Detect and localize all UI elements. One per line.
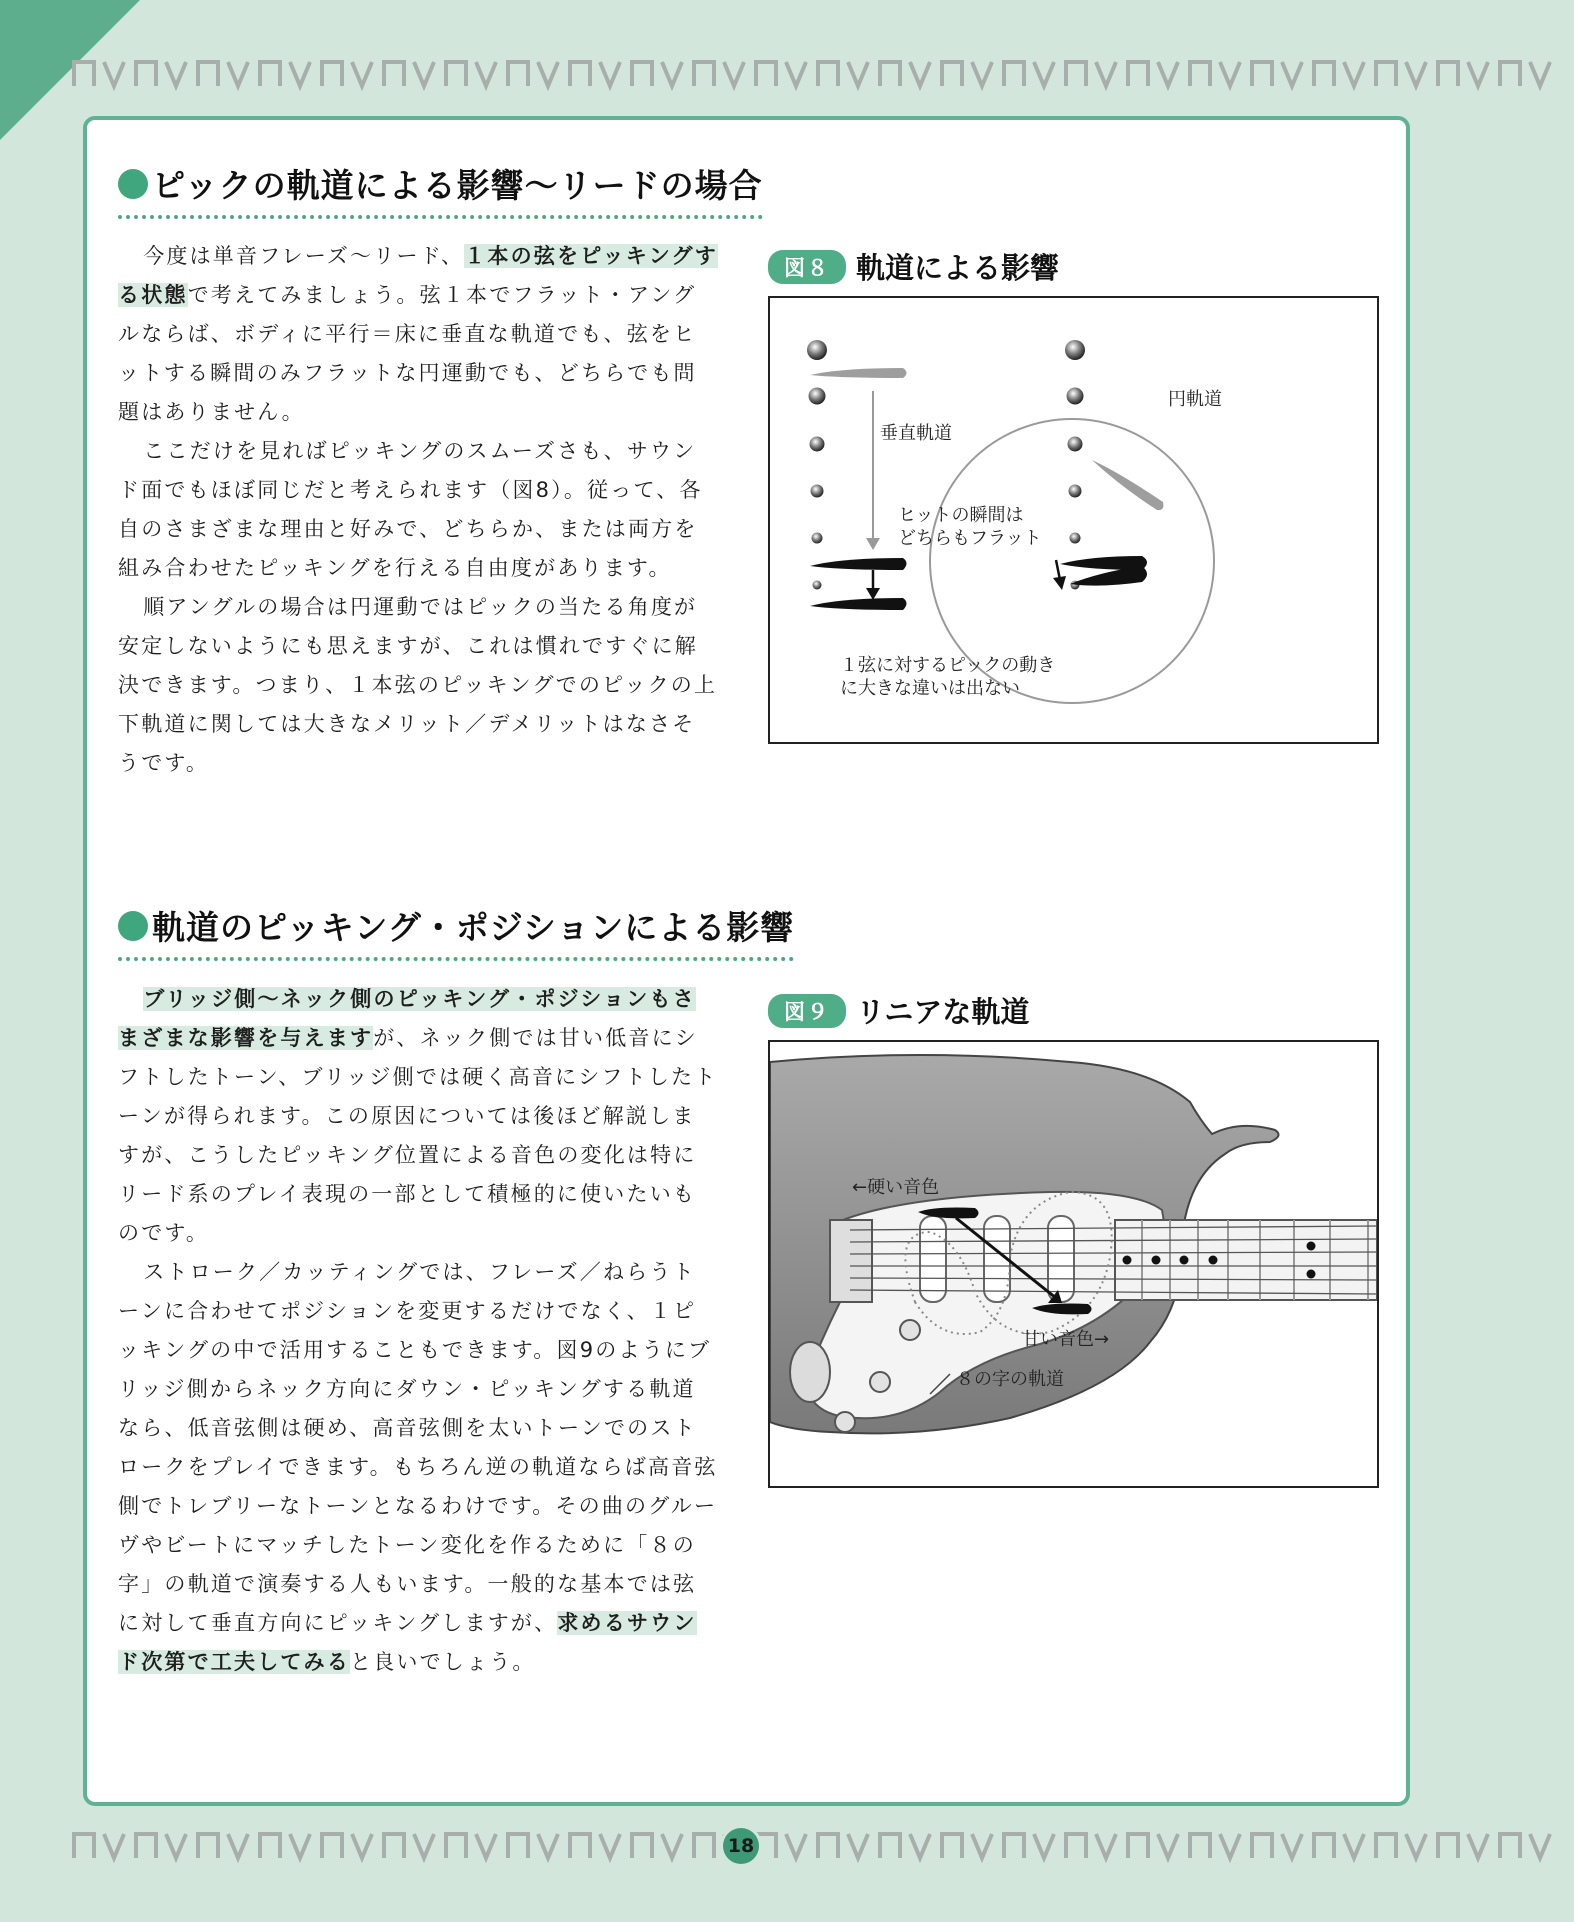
figure-title-text: リニアな軌道	[856, 995, 1030, 1029]
figure9-diagram	[768, 1040, 1379, 1488]
bullet-icon	[118, 169, 148, 199]
position-body-text	[118, 980, 718, 1682]
pick-hit-shape	[810, 558, 907, 570]
label-hit: ヒットの瞬間は どちらもフラット	[898, 505, 1042, 549]
pick-start-shape	[810, 368, 907, 378]
pick-tilted-shape	[1092, 460, 1163, 510]
highlighted-text: １本の弦をピッキングする状態	[118, 244, 718, 307]
pick-end-shape	[810, 598, 907, 610]
figure-badge: 図９	[768, 994, 846, 1028]
guitar-illustration	[770, 1042, 1377, 1486]
page-number: 18	[723, 1828, 759, 1864]
highlighted-text: ブリッジ側～ネック側のピッキング・ポジションもさまざまな影響を与えます	[118, 987, 696, 1050]
label-figure8-trajectory: ８の字の軌道	[956, 1369, 1064, 1390]
paragraph: 今度は単音フレーズ～リード、１本の弦をピッキングする状態で考えてみましょう。弦１本でフラット・アングルならば、ボディに平行＝床に垂直な軌道でも、弦をヒットする瞬間のみフラットな円運動でも、どちらでも問題はありません。	[118, 244, 718, 424]
section-heading-position	[118, 902, 794, 961]
figure9-title	[768, 990, 1029, 1031]
figure8-title	[768, 246, 1059, 287]
label-sweet-tone: 甘い音色→	[1022, 1329, 1110, 1350]
paragraph: ストローク／カッティングでは、フレーズ／ねらうトーンに合わせてポジションを変更するだけでなく、１ピッキングの中で活用することもできます。図9のようにブリッジ側からネック方向にダウン・ピッキングする軌道なら、低音弦側は硬め、高音弦側を太いトーンでのストロークをプレイできます。もちろん逆の軌道ならば高音弦側でトレブリーなトーンとなるわけです。その曲のグルーヴやビートにマッチしたトーン変化を作るために「８の字」の軌道で演奏する人もいます。一般的な基本では弦に対して垂直方向にピッキングしますが、求めるサウンド次第で工夫してみると良いでしょう。	[118, 1260, 718, 1674]
label-circle: 円軌道	[1168, 389, 1222, 410]
figure8-caption: １弦に対するピックの動き に大きな違いは出ない	[840, 655, 1056, 699]
top-pattern-border	[70, 54, 1560, 94]
figure-badge: 図８	[768, 250, 846, 284]
figure8-diagram	[768, 296, 1379, 744]
section-heading-text: ピックの軌道による影響～リードの場合	[152, 166, 763, 205]
paragraph: ここだけを見ればピッキングのスムーズさも、サウンド面でもほぼ同じだと考えられます（図8）。従って、各自のさまざまな理由と好みで、どちらか、または両方を組み合わせたピッキングを行える自由度があります。	[118, 439, 703, 580]
label-vertical: 垂直軌道	[880, 423, 952, 444]
string-dots-left	[807, 340, 827, 590]
figure-title-text: 軌道による影響	[856, 251, 1060, 285]
lead-body-text	[118, 237, 718, 783]
paragraph: 順アングルの場合は円運動ではピックの当たる角度が安定しないようにも思えますが、これは慣れですぐに解決できます。つまり、１本弦のピッキングでのピックの上下軌道に関しては大きなメリット／デメリットはなさそうです。	[118, 595, 718, 775]
string-dots-right	[1065, 340, 1085, 590]
bottom-pattern-border	[70, 1826, 1560, 1866]
highlighted-text: 求めるサウンド次第で工夫してみる	[118, 1611, 697, 1674]
section-heading-text: 軌道のピッキング・ポジションによる影響	[152, 908, 795, 947]
bullet-icon	[118, 911, 148, 941]
label-hard-tone: ←硬い音色	[852, 1177, 940, 1198]
paragraph: ブリッジ側～ネック側のピッキング・ポジションもさまざまな影響を与えますが、ネック側では甘い低音にシフトしたトーン、ブリッジ側では硬く高音にシフトしたトーンが得られます。この原因については後ほど解説しますが、こうしたピッキング位置による音色の変化は特にリード系のプレイ表現の一部として積極的に使いたいものです。	[118, 987, 718, 1245]
output-jack	[790, 1342, 830, 1402]
section-heading-lead	[118, 160, 763, 219]
